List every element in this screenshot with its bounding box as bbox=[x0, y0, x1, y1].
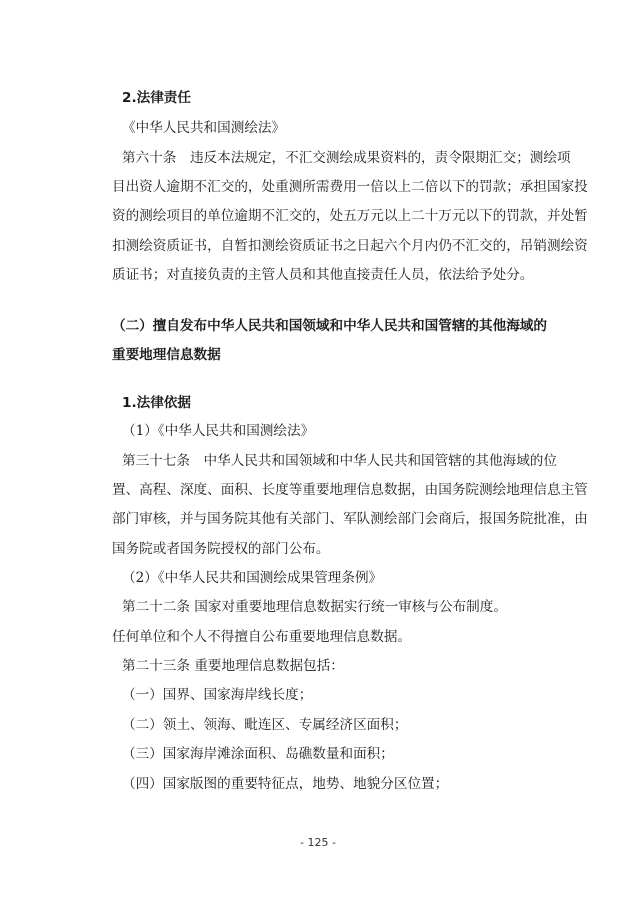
article-37-line-3: 部门审核，并与国务院其他有关部门、军队测绘部门会商后，报国务院批准，由 bbox=[112, 511, 588, 527]
page-number: - 125 - bbox=[300, 836, 336, 849]
article-60-line-4: 扣测绘资质证书，自暂扣测绘资质证书之日起六个月内仍不汇交的，吊销测绘资 bbox=[112, 238, 588, 254]
article-60-line-1: 第六十条 违反本法规定，不汇交测绘成果资料的，责令限期汇交；测绘项 bbox=[122, 150, 571, 166]
law-title-surveying-law: 《中华人民共和国测绘法》 bbox=[122, 120, 286, 136]
section-heading-unauthorized-publishing-cont: 重要地理信息数据 bbox=[112, 347, 221, 363]
law-title-1: （1）《中华人民共和国测绘法》 bbox=[122, 423, 315, 439]
article-22-line-1: 第二十二条 国家对重要地理信息数据实行统一审核与公布制度。 bbox=[122, 599, 507, 615]
article-60-line-2: 目出资人逾期不汇交的，处重测所需费用一倍以上二倍以下的罚款；承担国家投 bbox=[112, 179, 588, 195]
article-23-item-2: （二）领土、领海、毗连区、专属经济区面积； bbox=[122, 717, 408, 733]
article-37-line-1: 第三十七条 中华人民共和国领域和中华人民共和国管辖的其他海域的位 bbox=[122, 453, 557, 469]
article-23-item-1: （一）国界、国家海岸线长度； bbox=[122, 687, 313, 703]
article-37-line-2: 置、高程、深度、面积、长度等重要地理信息数据，由国务院测绘地理信息主管 bbox=[112, 482, 588, 498]
article-23-item-4: （四）国家版图的重要特征点，地势、地貌分区位置； bbox=[122, 776, 449, 792]
article-23-item-3: （三）国家海岸滩涂面积、岛礁数量和面积； bbox=[122, 746, 394, 762]
article-23-intro: 第二十三条 重要地理信息数据包括： bbox=[122, 658, 344, 674]
article-60-line-5: 质证书；对直接负责的主管人员和其他直接责任人员，依法给予处分。 bbox=[112, 267, 534, 283]
section-heading-unauthorized-publishing: （二）擅自发布中华人民共和国领域和中华人民共和国管辖的其他海域的 bbox=[112, 318, 547, 334]
subsection-heading-legal-basis: 1.法律依据 bbox=[122, 395, 191, 411]
article-37-line-4: 国务院或者国务院授权的部门公布。 bbox=[112, 541, 330, 557]
article-60-line-3: 资的测绘项目的单位逾期不汇交的，处五万元以上二十万元以下的罚款，并处暂 bbox=[112, 208, 588, 224]
law-title-2: （2）《中华人民共和国测绘成果管理条例》 bbox=[122, 570, 383, 586]
section-heading-legal-liability: 2.法律责任 bbox=[122, 90, 191, 106]
article-22-line-2: 任何单位和个人不得擅自公布重要地理信息数据。 bbox=[112, 629, 412, 645]
